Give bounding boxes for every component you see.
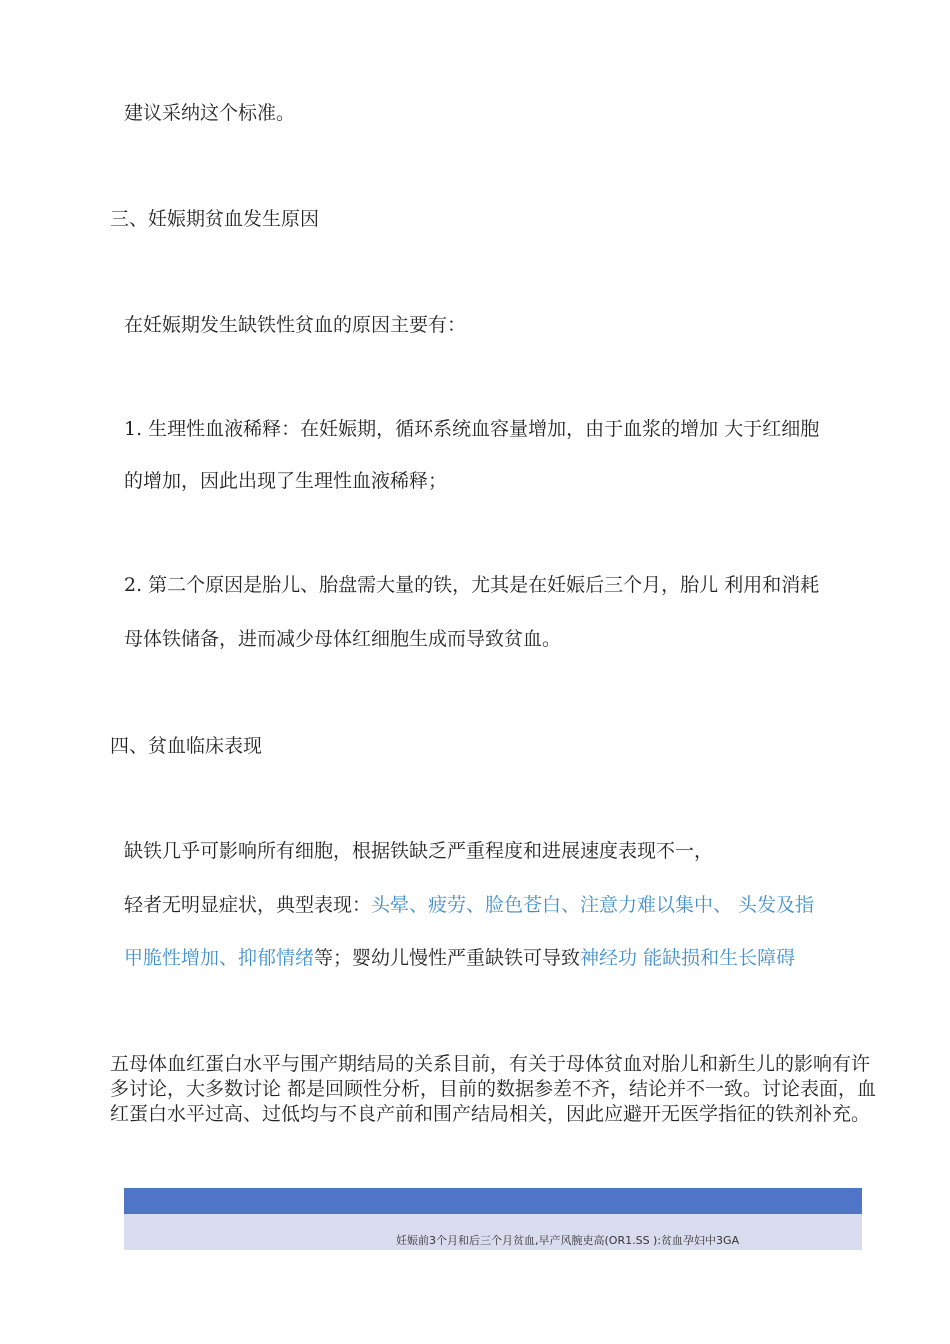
section3-lead: 在妊娠期发生缺铁性贫血的原因主要有： <box>124 314 467 336</box>
section4-line3-mid: 等；婴幼儿慢性严重缺铁可导致 <box>314 947 581 969</box>
section3-item1-line1: 1. 生理性血液稀释：在妊娠期，循环系统血容量增加，由于血浆的增加 大于红细胞 <box>124 418 820 440</box>
table-header-bar <box>124 1188 862 1214</box>
table-cell: 妊娠前3个月和后三个月贫血,早产风腕吏高(OR1.SS ):贫血孕妇中3GA <box>396 1234 740 1247</box>
section4-line1: 缺铁几乎可影响所有细胞，根据铁缺乏严重程度和进展速度表现不一， <box>124 840 714 862</box>
section3-heading: 三、妊娠期贫血发生原因 <box>110 208 320 230</box>
intro-line: 建议采纳这个标准。 <box>124 102 296 124</box>
section4-heading: 四、贫血临床表现 <box>110 735 263 757</box>
table-row <box>124 1214 862 1250</box>
symptom-highlight: 头晕、疲劳、脸色苍白、注意力难以集中、 头发及指 <box>371 894 815 916</box>
section3-item2-line2: 母体铁储备，进而减少母体红细胞生成而导致贫血。 <box>124 628 562 650</box>
section3-item2-line1: 2. 第二个原因是胎儿、胎盘需大量的铁，尤其是在妊娠后三个月，胎儿 利用和消耗 <box>124 574 820 596</box>
section4-line3 <box>124 946 795 970</box>
section4-line2 <box>124 893 814 917</box>
section4-line2-prefix: 轻者无明显症状，典型表现： <box>124 894 372 916</box>
section3-item1-line2: 的增加，因此出现了生理性血液稀释； <box>124 470 448 492</box>
symptom-highlight-cont: 甲脆性增加、抑郁情绪 <box>124 947 315 969</box>
infant-effect-highlight: 神经功 能缺损和生长障碍 <box>580 947 796 969</box>
section5-paragraph: 五母体血红蛋白水平与围产期结局的关系目前，有关于母体贫血对胎儿和新生儿的影响有许多讨论，大多数讨论 都是回顾性分析，目前的数据参差不齐，结论并不一致。讨论表面，血 红蛋白水平过高、过低均与不良产前和围产结局相关，因此应避开无医学指征的铁剂补充。 <box>110 1053 877 1125</box>
